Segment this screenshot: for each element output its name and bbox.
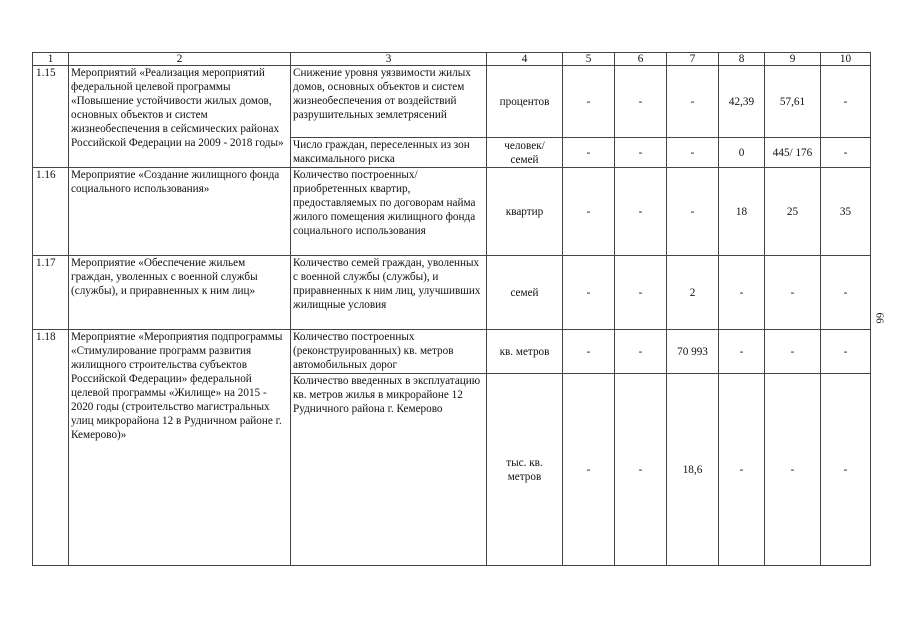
value-cell: - [615,138,667,168]
value-cell: 42,39 [719,66,765,138]
value-cell: - [563,168,615,256]
value-cell: - [719,330,765,374]
value-cell: - [719,374,765,566]
header-cell: 9 [765,53,821,66]
value-cell: 25 [765,168,821,256]
value-cell: - [765,330,821,374]
value-cell: - [615,256,667,330]
value-cell: - [821,66,871,138]
value-cell: - [821,330,871,374]
table-row [33,66,871,138]
value-cell: 18 [719,168,765,256]
value-cell: 18,6 [667,374,719,566]
value-cell: - [615,66,667,138]
indicator-cell: Количество построенных (реконструированных) кв. метров автомобильных дорог [291,330,487,374]
value-cell: - [765,374,821,566]
row-number: 1.18 [33,330,69,566]
header-cell: 1 [33,53,69,66]
value-cell: - [615,168,667,256]
value-cell: 2 [667,256,719,330]
header-row [33,53,871,66]
indicator-cell: Количество семей граждан, уволенных с военной службы (службы), и приравненных к ним лиц, улучшивших жилищные условия [291,256,487,330]
value-cell: - [719,256,765,330]
header-cell: 4 [487,53,563,66]
table-row [33,256,871,330]
indicator-cell: Количество построенных/ приобретенных квартир, предоставляемых по договорам найма жилого помещения жилищного фонда социального использования [291,168,487,256]
value-cell: - [563,138,615,168]
indicator-cell: Количество введенных в эксплуатацию кв. метров жилья в микрорайоне 12 Рудничного района г. Кемерово [291,374,487,566]
table-row [33,168,871,256]
value-cell: 445/ 176 [765,138,821,168]
value-cell: - [563,66,615,138]
value-cell: - [821,256,871,330]
value-cell: 0 [719,138,765,168]
row-number: 1.17 [33,256,69,330]
value-cell: - [765,256,821,330]
header-cell: 2 [69,53,291,66]
value-cell: - [667,138,719,168]
row-number: 1.15 [33,66,69,168]
unit-cell: тыс. кв. метров [487,374,563,566]
header-cell: 3 [291,53,487,66]
indicator-cell: Число граждан, переселенных из зон максимального риска [291,138,487,168]
header-cell: 5 [563,53,615,66]
value-cell: - [563,374,615,566]
event-cell: Мероприятие «Мероприятия подпрограммы «Стимулирование программ развития жилищного строительства субъектов Российской Федерации» федеральной целевой программы «Жилище» на 2015 - 2020 годы (строительство магистральных улиц микрорайона 12 в Рудничном районе г. Кемерово)» [69,330,291,566]
value-cell: - [667,168,719,256]
value-cell: 35 [821,168,871,256]
value-cell: - [821,374,871,566]
page-number: 66 [873,312,886,324]
header-cell: 10 [821,53,871,66]
value-cell: 57,61 [765,66,821,138]
event-cell: Мероприятий «Реализация мероприятий федеральной целевой программы «Повышение устойчивости жилых домов, основных объектов и систем жизнеобеспечения в сейсмических районах Российской Федерации на 2009 - 2018 годы» [69,66,291,168]
unit-cell: семей [487,256,563,330]
indicator-cell: Снижение уровня уязвимости жилых домов, основных объектов и систем жизнеобеспечения от воздействий разрушительных землетрясений [291,66,487,138]
unit-cell: кв. метров [487,330,563,374]
unit-cell: человек/ семей [487,138,563,168]
unit-cell: квартир [487,168,563,256]
row-number: 1.16 [33,168,69,256]
header-cell: 7 [667,53,719,66]
value-cell: - [563,256,615,330]
value-cell: - [615,330,667,374]
value-cell: - [563,330,615,374]
value-cell: - [667,66,719,138]
indicators-table [32,52,871,566]
value-cell: - [615,374,667,566]
header-cell: 6 [615,53,667,66]
event-cell: Мероприятие «Создание жилищного фонда социального использования» [69,168,291,256]
table-row [33,330,871,374]
event-cell: Мероприятие «Обеспечение жильем граждан, уволенных с военной службы (службы), и приравненных к ним лиц» [69,256,291,330]
value-cell: 70 993 [667,330,719,374]
value-cell: - [821,138,871,168]
header-cell: 8 [719,53,765,66]
unit-cell: процентов [487,66,563,138]
